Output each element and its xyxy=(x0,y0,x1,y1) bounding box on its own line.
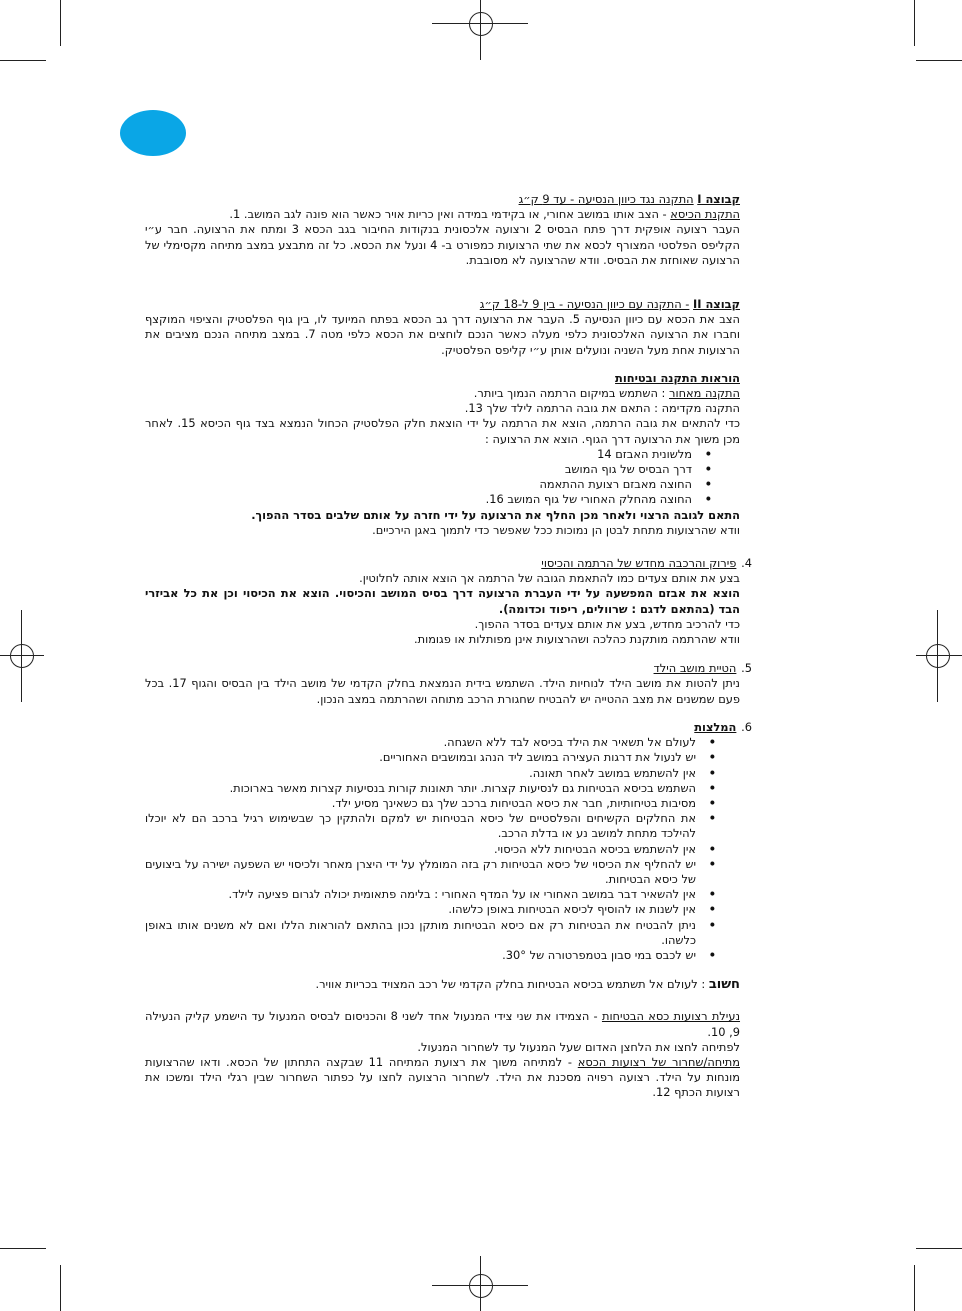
group-1-section xyxy=(145,192,740,268)
rear-install-line: התקנה מאחור : השתמש במיקום הרתמה הנמוך ביותר. xyxy=(473,386,740,401)
important-note: חשוב : לעולם אל תשתמש בכיסא הבטיחות בחלק הקדמי של רכב המצויד בכריות אוויר. xyxy=(315,977,740,993)
crop-mark-tl-v xyxy=(60,0,61,46)
crop-mark-bl-v xyxy=(60,1265,61,1311)
list-item: • החוצה מהחלק האחורי של גוף המושב 16. xyxy=(145,492,692,507)
front-install-line: התקנה מקדימה : התאם את גובה הרתמה לילד שלך 13. xyxy=(464,401,740,416)
harness-steps-list xyxy=(145,447,740,508)
group-2-title: קבוצה II - התקנה עם כיוון הנסיעה - בין 9 ל-18 ק״ג xyxy=(479,297,740,312)
installation-after-1: התאם לגובה הרצוי ולאחר מכן החלף את הרצועה על ידי חזרה על אותם שלבים בסדר ההפוך. xyxy=(251,507,740,522)
section-4 xyxy=(145,556,752,647)
installation-section xyxy=(145,371,740,538)
list-item: • אין להשתמש בכיסא הבטיחות ללא הכיסוי. xyxy=(145,842,696,857)
group-1-title: קבוצה I התקנה נגד כיוון הנסיעה - עד 9 ק״ג xyxy=(518,192,740,206)
section-4-line: בצע את אותם צעדים כמו להתאמת הגובה של הרתמה אך הוצא אותה לחלוטין. xyxy=(359,571,740,586)
section-6-title: 6. המלצות xyxy=(694,719,752,734)
section-4-line: כדי להרכיב מחדש, בצע את אותם צעדים בסדר ההפוך. xyxy=(474,616,740,631)
unlock-line: לפתיחה לחצו את הלחצן האדום שעל המנעול עד לשחרור המנעול. xyxy=(417,1039,740,1054)
list-item: • יש להחליף את הכיסוי של כיסא הבטיחות רק בזה המומלץ על ידי היצרן מאחר ולכיסוי יש השפעה ישירה על ביצועים של כיסא הבטיחות. xyxy=(145,857,696,887)
list-item: • אין להשתמש במושב לאחר תאונה. xyxy=(145,766,696,781)
group-2-paragraph: הצב את הכסא עם כיוון הנסיעה 5. העבר את הרצועה דרך גב הכסא בפתח המיועד לו, בין גוף הפלסטיק והציפוי המוקצף וחברו את הרצועה האלכסונית כלפי מעלה כאשר הנכם לוחצים את הכסא כלפי מטה 7. במצב מתיחה הנכם מציבים את הרצועות אחת מעל השניה ונועלים אותן ע״י קליפס הפלסטיק. xyxy=(145,312,740,357)
list-item: • אין לשנות או להוסיף לכיסא הבטיחות באופן כלשהו. xyxy=(145,902,696,917)
list-item: • מלשונית האבזם 14 xyxy=(145,447,692,462)
locking-section xyxy=(145,1009,740,1100)
section-5-text: ניתן להטות את מושב הילד לנוחיות הילד. השתמש בידית הנמצאת בחלק הקדמי של מושב הילד בין הבסיס והגוף 17. בכל פעם שמשנים את מצב ההטייה יש להבטיח שחגורת הרכב מתוחה ושהרתמה במצב הנכון. xyxy=(145,676,740,706)
list-item: • את החלקים הקשיחים והפלסטיים של כיסא הבטיחות יש למקם ולהתקין כך שבשימוש רגיל ברכב הם לא יוכלו להילכד מתחת למושב נע או בדלת הרכב. xyxy=(145,811,696,841)
section-5-title: 5. הטיית מושב הילד xyxy=(653,661,752,676)
list-item: • מסיבות בטיחותיות, חבר את כיסא הבטיחות ברכב שלך גם כשאינך מסיע ילד. xyxy=(145,796,696,811)
recommendations-list xyxy=(145,735,740,963)
crop-mark-tl-h xyxy=(0,60,46,61)
list-item: • אין להשאיר דבר במושב האחורי או על המדף האחורי : בלימה פתאומית יכולה לגרום פציעה לילד. xyxy=(145,887,696,902)
section-5 xyxy=(145,661,752,707)
section-6 xyxy=(145,719,752,963)
group-1-line-1: התקנת הכיסא - הצב אותו במושב אחורי, או בקידמי במידה ואין כריות אויר כאשר הוא פונה לגב המושב. 1. xyxy=(229,207,740,222)
section-4-title: 4. פירוק והרכבה מחדש של הרתמה והכיסוי xyxy=(541,556,752,571)
group-1-paragraph-2: העבר רצועה אופקית דרך פתח הבסיס 2 ורצועה אלכסונית בנקודות החיבור בגב הכסא 3 ומתח את הרצועה. חבר ע״י הקליפס הפלסטי המצורף לכסא את שתי הרצועות כמפורט ב- 4 ונעל את הכסא. כל זה מתבצע במצב מתיחה מקסימלי של הרצועה שאוחזת את הבסיס. וודא שהרצועה לא מסובבת. xyxy=(145,222,740,267)
locking-paragraph: נעילת רצועות כסא הבטיחות - הצמידו את שני צידי המנעול אחד לשני 8 והכניסום לבסיס המנעול עד הישמע קליק הנעילה 9, 10. xyxy=(145,1009,741,1039)
document-body xyxy=(145,192,752,1101)
list-item: • ניתן להבטיח את הבטיחות רק אם כיסא הבטיחות מותקן נכון בהתאם להוראות הללו ואם לא משנים אותו באופן כלשהו. xyxy=(145,918,696,948)
crop-mark-bl-h xyxy=(0,1248,46,1249)
list-item: • לעולם אל תשאיר את הילד בכיסא לבד ללא השגחה. xyxy=(145,735,696,750)
group-2-section xyxy=(145,297,740,358)
crop-mark-br-v xyxy=(914,1265,915,1311)
list-item: • יש לנעול את דרגות העצירה במושב ליד הנהג ובמושבים האחוריים. xyxy=(145,750,696,765)
crop-mark-br-h xyxy=(916,1248,962,1249)
list-item: • השתמש בכיסא הבטיחות גם לנסיעות קצרות. יותר תאונות קורות בנסיעות קצרות מאשר בארוכות. xyxy=(145,781,696,796)
crop-mark-tr-v xyxy=(914,0,915,46)
list-item: • דרך הבסיס של גוף המושב xyxy=(145,462,692,477)
list-item: • החוצה מאבזם רצועת ההתאמה xyxy=(145,477,692,492)
harness-adjust-paragraph: כדי להתאים את גובה הרתמה, הוצא את הרתמה על ידי הוצאת חלק הפלסטיק הכחול הנמצא בצד גוף הכיסא 15. לאחר מכן משוך את הרצועה דרך הגוף. הוצא את הרצועה : xyxy=(145,416,740,446)
crop-mark-tr-h xyxy=(916,60,962,61)
installation-after-2: וודא שהרצועות מתחת לבטן הן נמוכות ככל שאפשר כדי לתמוך באגן הירכיים. xyxy=(372,522,740,537)
section-4-line: הוצא את אבזם המפשעה על ידי העברת הרצועה דרך בסיס המושב והכיסוי. הוצא את הכיסוי וכן את כל אביזרי הבד (בהתאם לדגם : שרוולים, ריפוד וכדומה). xyxy=(145,586,740,616)
language-marker-dot xyxy=(120,110,186,156)
installation-title: הוראות התקנה ובטיחות xyxy=(615,370,740,385)
section-4-line: וודא שהרתמה מותקנת כהלכה ושהרצועות אינן מפותלות או פגומות. xyxy=(413,632,740,647)
release-paragraph: מתיחה/שחרור של רצועות הכסא - למתיחה משוך את רצועת המתיחה 11 שבקצה התחתון של הכסא. ודאו שהרצועות מונחות על הילד. רצועה רפויה מסכנת את הילד. לשחרור הרצועה לחצו על כפתור השחרור שבין רגלי הילד ומשכו את רצועות הכתף 12. xyxy=(145,1054,740,1100)
list-item: • יש לכבס במי סבון בטמפרטורה של 30°. xyxy=(145,948,696,963)
